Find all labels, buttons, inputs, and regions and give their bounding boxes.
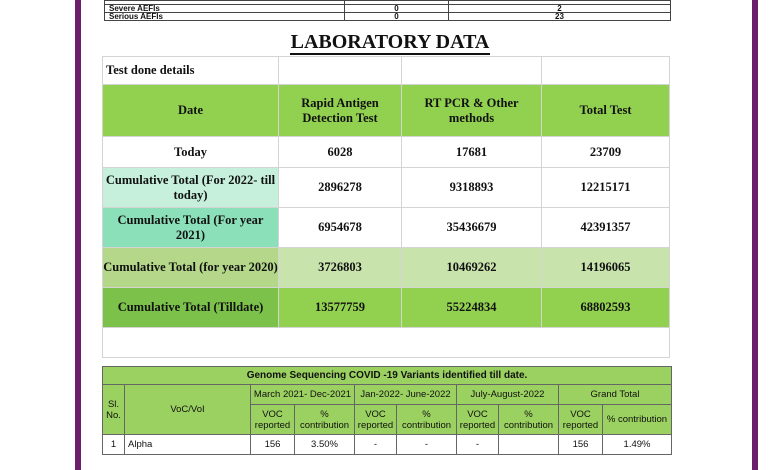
genome-sequencing-table xyxy=(102,366,672,455)
sl-header: Sl. No. xyxy=(103,385,125,435)
laboratory-table xyxy=(102,56,670,358)
column-header: Date xyxy=(103,85,279,137)
table-cell: - xyxy=(355,435,397,455)
table-cell: 35436679 xyxy=(402,208,542,248)
table-cell: 10469262 xyxy=(402,248,542,288)
table-row xyxy=(103,137,670,168)
table-row xyxy=(103,168,670,208)
aefi-value: 2 xyxy=(449,5,671,13)
table-cell: 156 xyxy=(559,435,603,455)
table-cell: 3726803 xyxy=(279,248,402,288)
right-border xyxy=(752,0,758,470)
aefi-value: 23 xyxy=(449,13,671,21)
table-cell: 2896278 xyxy=(279,168,402,208)
row-label: Cumulative Total (For year 2021) xyxy=(103,208,279,248)
table-cell: 1 xyxy=(103,435,125,455)
section-title: LABORATORY DATA xyxy=(290,31,490,53)
table-row xyxy=(103,435,672,455)
sub-header: VOC reported xyxy=(559,405,603,435)
table-cell: 6028 xyxy=(279,137,402,168)
genome-title: Genome Sequencing COVID -19 Variants identified till date. xyxy=(103,367,672,385)
table-cell: - xyxy=(397,435,457,455)
left-border xyxy=(75,0,81,470)
row-label: Cumulative Total (For 2022- till today) xyxy=(103,168,279,208)
row-label: Cumulative Total (for year 2020) xyxy=(103,248,279,288)
table-cell xyxy=(499,435,559,455)
period-header: Jan-2022- June-2022 xyxy=(355,385,457,405)
sub-header: % contribution xyxy=(499,405,559,435)
column-header: Rapid Antigen Detection Test xyxy=(279,85,402,137)
table-cell: 1.49% xyxy=(603,435,672,455)
table-cell: 9318893 xyxy=(402,168,542,208)
table-row xyxy=(103,208,670,248)
sub-header: VOC reported xyxy=(457,405,499,435)
table-cell: 55224834 xyxy=(402,288,542,328)
sub-header: % contribution xyxy=(603,405,672,435)
table-cell: 17681 xyxy=(402,137,542,168)
sub-header: % contribution xyxy=(397,405,457,435)
aefi-value: 0 xyxy=(345,13,449,21)
sub-header: VOC reported xyxy=(251,405,295,435)
table-cell: 14196065 xyxy=(542,248,670,288)
table-caption-row xyxy=(103,57,670,85)
genome-title-row xyxy=(103,367,672,385)
sub-header: % contribution xyxy=(295,405,355,435)
table-cell: 68802593 xyxy=(542,288,670,328)
table-row xyxy=(103,248,670,288)
column-header: RT PCR & Other methods xyxy=(402,85,542,137)
table-cell: 13577759 xyxy=(279,288,402,328)
table-cell: 6954678 xyxy=(279,208,402,248)
aefi-value: 0 xyxy=(345,5,449,13)
table-header-row xyxy=(103,85,670,137)
table-cell: 156 xyxy=(251,435,295,455)
table-row xyxy=(103,288,670,328)
blank-row xyxy=(103,328,670,358)
aefi-table xyxy=(104,0,671,21)
genome-period-row xyxy=(103,385,672,405)
table-cell: 23709 xyxy=(542,137,670,168)
table-caption: Test done details xyxy=(103,57,279,85)
column-header: Total Test xyxy=(542,85,670,137)
table-cell: - xyxy=(457,435,499,455)
aefi-label: Severe AEFIs xyxy=(105,5,345,13)
period-header: March 2021- Dec-2021 xyxy=(251,385,355,405)
table-cell: Alpha xyxy=(125,435,251,455)
period-header: Grand Total xyxy=(559,385,672,405)
aefi-label: Serious AEFIs xyxy=(105,13,345,21)
table-cell: 3.50% xyxy=(295,435,355,455)
aefi-row xyxy=(105,13,671,21)
row-label: Cumulative Total (Tilldate) xyxy=(103,288,279,328)
voc-header: VoC/VoI xyxy=(125,385,251,435)
row-label: Today xyxy=(103,137,279,168)
table-cell: 42391357 xyxy=(542,208,670,248)
sub-header: VOC reported xyxy=(355,405,397,435)
aefi-row xyxy=(105,5,671,13)
table-cell: 12215171 xyxy=(542,168,670,208)
period-header: July-August-2022 xyxy=(457,385,559,405)
